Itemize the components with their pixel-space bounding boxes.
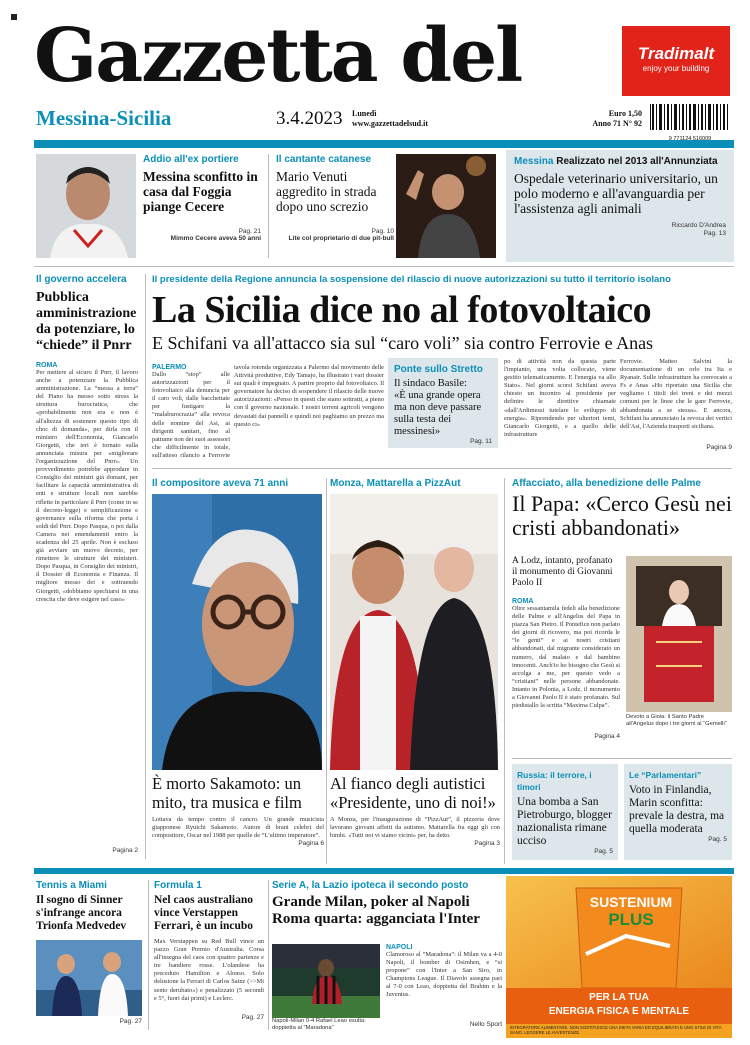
sinner-headline[interactable]: Il sogno di Sinner s'infrange ancora Trionfa Medvedev: [36, 894, 127, 932]
sakamoto-page: Pagina 6: [298, 840, 324, 848]
teaser-3-page: Pag. 13: [703, 230, 726, 237]
football-body: Clamoroso al “Maradona”: il Milan va a 4-0 Napoli, il bomber di Osimhen, e “si propone” con l'Inter a San Siro, in Champions League. Il Diavolo assegna pari al 7-0 con Leao, doppietta del Brahim e la Juventus.: [386, 951, 502, 999]
weekday: Lunedì: [352, 109, 377, 118]
lead-col-1: Dallo “stop” alle autorizzazioni per il fotovoltaico alla denuncia per il caro voli, dalle bacchettate per fustigare la “malaburocrazia” alla revoca delle nomine del Asi, ai dirigenti sanitari, fino al pattume non dei suoi assessori che difficilmente in totale, sull'atteso rilancio a Ferrovie: [152, 371, 230, 459]
teaser-3-kicker: Realizzato nel 2013 all'Annunziata: [556, 156, 718, 167]
lead-col-4: po di attività non da questa parte l'impianto, una volta collocato, viene gestito telematicamente. E l'energia va allo Stato». Nel giorni scorsi Schifani aveva chiesto un incontro al presidente per definire le direttive chiamate «dall'Ardimessi tutelare lo sviluppo di energia». Riprendendo per ulteriori temi, Giancarlo Giorgetti, e a quello delle infrastrutture: [504, 358, 616, 438]
ad-slogan: enjoy your building: [642, 64, 710, 73]
ad-brand: Tradimalt: [637, 44, 715, 63]
mattarella-figure: [330, 494, 498, 770]
quote-lead: Il sindaco Basile:: [394, 378, 467, 389]
sakamoto-body: Lottava da tempo contro il cancro. Un grande musicista giapponese Ryuichi Sakamoto. Autore di brani celebri del compositore, Oscar nel 1988 per quelle de “L'ultimo imperatore”.: [152, 816, 324, 840]
finland-page: Pag. 5: [708, 836, 727, 843]
quote-text[interactable]: «È una grande opera ma non deve passare sulla testa dei messinesi»: [394, 390, 482, 437]
sakamoto-figure: [152, 494, 322, 770]
issue-number: Anno 71 N° 92: [592, 119, 642, 128]
ad-sustenium-brand: SUSTENIUM: [589, 894, 673, 910]
barcode-bars: [648, 104, 732, 132]
football-figure: [272, 944, 380, 1018]
barcode-digits: 9 771124 516009: [668, 136, 712, 140]
f1-page: Pag. 27: [241, 1014, 264, 1021]
pope-caption: Devoto a Gioia: il Santo Padre all'Angelus dopo i tre giorni al “Gemelli”: [626, 714, 727, 727]
lead-headline[interactable]: La Sicilia dice no al fotovoltaico: [152, 289, 652, 331]
lead-col-5: Ferrovie. Matteo Salvini la documentazione di un orlo tra Ita e Ryanair. Sulle infrastrutture ha convocato a Fs e Anas «Ho riportato una Sicilia che vegliamo i titoli dei treni e dei mezzi comuni per le linee che le gare Ferrovie, abbandonata a se stessa». E ancora, Schifani ha annunciato la revoca dei vertici dell'Asi, l'Azienda trasporti siciliana.: [620, 358, 732, 430]
pnrr-place: ROMA: [36, 362, 58, 369]
pope-photo: [626, 556, 732, 712]
sakamoto-headline[interactable]: È morto Sakamoto: un mito, tra musica e film: [152, 774, 302, 812]
cecere-photo: [36, 154, 136, 258]
sinner-photo: [36, 940, 142, 1016]
teaser-2-headline[interactable]: Mario Venuti aggredito in strada dopo uno screzio: [276, 169, 377, 214]
russia-box: [512, 764, 618, 860]
lead-subhead: E Schifani va all'attacco sia sul “caro voli” sia contro Ferrovie e Anas: [152, 333, 654, 353]
sinner-figure: [36, 940, 142, 1016]
russia-page: Pag. 5: [594, 848, 613, 855]
teaser-1-headline[interactable]: Messina sconfitto in casa dal Foggia piange Cecere: [143, 169, 258, 214]
football-place: NAPOLI: [386, 944, 413, 951]
sakamoto-photo: [152, 494, 322, 770]
teaser-3-author: Riccardo D'Andrea: [671, 222, 726, 229]
cecere-figure: [36, 154, 136, 258]
teaser-2-page: Pag. 10: [371, 228, 394, 235]
pope-figure: [626, 556, 732, 712]
pope-headline[interactable]: Il Papa: «Cerco Gesù nei cristi abbandonati»: [512, 491, 732, 540]
ad-sustenium[interactable]: [506, 876, 732, 1038]
teaser-2-caption: Lite col proprietario di due pit-bull: [288, 235, 394, 242]
pnrr-page: Pagina 2: [112, 847, 138, 854]
finland-box: [624, 764, 732, 860]
venuti-photo: [396, 154, 496, 258]
mattarella-photo: [330, 494, 498, 770]
football-headline[interactable]: Grande Milan, poker al Napoli Roma quarta: agganciata l'Inter: [272, 894, 480, 927]
edition-date: 3.4.2023: [276, 108, 343, 129]
pnrr-body: Per mettere al sicuro il Pnrr, il lavoro anche a potenziare la Pubblica amministrazione. La “messa a terra” del Piano ha messo sotto stress la struttura burocratica, che «probabilmente non era e non è all'altezza di sostenere questo tipo di choc di domanda», per dirla con il ministro dell'Economia, Giancarlo Giorgetti, che ieri è tornato sulla annunciata misura per «migliorare l'organizzazione del Pnrr». Un provvedimento potrebbe approdare in Consiglio dei ministri già domani, per facilitare la capacità amministrativa di enti e strutture locali non sarebbe riflette in particolare il Pnrr (come in se il decreto-legge) e semplificazione e governance sulla riforma che porta i soldi del Pnrr. Dopo Pasqua, o poi dalla Camera nei emendamenti entro la scadenza del 25 aprile. Non è escluso già avviare un nuovo decreto, per rimettere le strutture dei ministeri. Dopo Pasqua, in Consiglio dei ministri, il Dossier di Economia e Finanza. Il migliore messo dei e sottraendo Giorgetti, «dobbiamo spechiarsi in una crescita che deve esigere nel caso»: [36, 369, 138, 603]
masthead-title: Gazzetta del: [34, 13, 522, 99]
teaser-3-box: [506, 150, 734, 262]
barcode: [648, 104, 732, 140]
pope-page: Pagina 4: [594, 733, 620, 740]
russia-headline[interactable]: Una bomba a San Pietroburgo, blogger nazionalista rimane ucciso: [517, 796, 612, 847]
pnrr-kicker: Il governo accelera: [36, 274, 127, 285]
lead-kicker: Il presidente della Regione annuncia la sospensione del rilascio di nuove autorizzazioni su tutto il territorio isolano: [152, 274, 671, 285]
teaser-1-caption: Mimmo Cecere aveva 50 anni: [170, 235, 261, 242]
ad-fineprint: INTEGRATORE ALIMENTARE. NON SOSTITUISCE UNA DIETA VARIA ED EQUILIBRATA E UNO STILE DI VITA SANO. LEGGERE LE AVVERTENZE.: [510, 1025, 722, 1035]
ad-line-2: ENERGIA FISICA E MENTALE: [548, 1006, 690, 1017]
mattarella-headline[interactable]: Al fianco degli autistici «Presidente, uno di noi!»: [330, 774, 496, 812]
pnrr-headline[interactable]: Pubblica amministrazione da potenziare, lo “chiede” il Pnrr: [36, 290, 137, 353]
sakamoto-kicker: Il compositore aveva 71 anni: [152, 478, 289, 489]
quote-page: Pag. 11: [470, 438, 492, 445]
quote-kicker: Ponte sullo Stretto: [394, 364, 483, 375]
star-icon: [8, 8, 20, 20]
f1-headline[interactable]: Nel caos australiano vince Verstappen Ferrari, è un incubo: [154, 894, 254, 932]
f1-kicker: Formula 1: [154, 880, 202, 891]
sport-band: [34, 868, 734, 874]
mattarella-kicker: Monza, Mattarella a PizzAut: [330, 478, 461, 489]
football-caption: Napoli-Milan 0-4 Rafael Leao esulta: doppietta al “Maradona”: [272, 1018, 366, 1031]
mattarella-page: Pagina 3: [474, 840, 500, 848]
football-kicker: Serie A, la Lazio ipoteca il secondo posto: [272, 880, 469, 891]
lead-col-2: tavola rotonda organizzata a Palermo dal movimento delle Attività produttive, Edy Tamajo, ha illustrato i vari dossier sui quali è impegnato. A partire proprio dal fotovoltaico. Il governatore ha deciso di sospendere il rilascio delle nuove autorizzazioni: «Penso in questi che siano sottratti, a pieno con il governo nazionale. I nostri terreni agricoli vengono devastati dai pannelli e quindi noi paghiamo un prezzo ma questo ci»: [234, 364, 384, 428]
quote-box: [388, 358, 498, 448]
mattarella-body: A Monza, per l'inaugurazione di “PizzAut”, il pizzeria dove lavorano giovani affetti da autismo. Mattarella fra eggi gli con bimbi. «Tutti noi vi siamo vicini» per, ha detto.: [330, 816, 500, 840]
finland-headline[interactable]: Voto in Finlandia, Marin sconfitta: prevale la destra, ma quella moderata: [629, 784, 725, 835]
pope-sub: A Lodz, intanto, profanato il monumento di Giovanni Paolo II: [512, 556, 613, 588]
header-band: [34, 140, 734, 148]
sinner-kicker: Tennis a Miami: [36, 880, 107, 891]
ad-sustenium-plus: PLUS: [608, 910, 654, 929]
pope-body: Oltre sessantamila fedeli alla benedizione delle Palme e all'Angelus del Papa in piazza San Pietro. Il Pontefice non parlato dei giorni di ricovero, ma poi ricorda le “le genti” e ai nostri cristiani abbandonati, dal migrante considerato un numero, dal malato e dal bambino innocenti. Anch'io ho bisogno che Gesù si accolga a me, per questo vedo a “cristiani” nelle persone abbandonate. Intanto in Polonia, a Lodz, il monumento a Giovanni Paolo II è stato profanato. Sul piedistallo la scritta “Maxima Culpa”.: [512, 605, 620, 710]
edition-name: Messina-Sicilia: [36, 106, 172, 130]
teaser-1-page: Pag. 21: [238, 228, 261, 235]
ad-line-1: PER LA TUA: [589, 992, 649, 1003]
lead-page: Pagina 9: [706, 444, 732, 451]
venuti-figure: [396, 154, 496, 258]
teaser-1-kicker: Addio all'ex portiere: [143, 154, 239, 165]
teaser-3-headline[interactable]: Ospedale veterinario universitario, un polo moderno e all'avanguardia per l'assistenza agli animali: [514, 171, 718, 216]
website[interactable]: www.gazzettadelsud.it: [352, 119, 428, 128]
pope-place: ROMA: [512, 598, 534, 605]
russia-kicker: Russia: il terrore, i timori: [517, 770, 592, 792]
price: Euro 1,50: [608, 109, 642, 118]
sinner-page: Pag. 27: [119, 1018, 142, 1025]
ad-tradimalt[interactable]: [622, 26, 730, 96]
lead-place: PALERMO: [152, 364, 187, 371]
football-page: Nello Sport: [469, 1021, 502, 1028]
pope-kicker: Affacciato, alla benedizione delle Palme: [512, 478, 701, 489]
f1-body: Max Verstappen su Red Bull vince un pazzo Gran Premio d'Australia. Corsa all'insegna del caos con quattro partenze e tre bandiere rosse. L'olandese ha preceduto Hamilton e Alonso. Solo delusione la Ferrari di Carlos Sainz (>>Mi sento derubato») e penalizzato (5 secondi e 5°, fuori dai primi) e Leclerc.: [154, 938, 264, 1002]
teaser-2-kicker: Il cantante catanese: [276, 154, 372, 165]
finland-kicker: Le “Parlamentari”: [629, 770, 702, 780]
teaser-3-place: Messina: [514, 156, 554, 167]
football-photo: [272, 944, 380, 1018]
